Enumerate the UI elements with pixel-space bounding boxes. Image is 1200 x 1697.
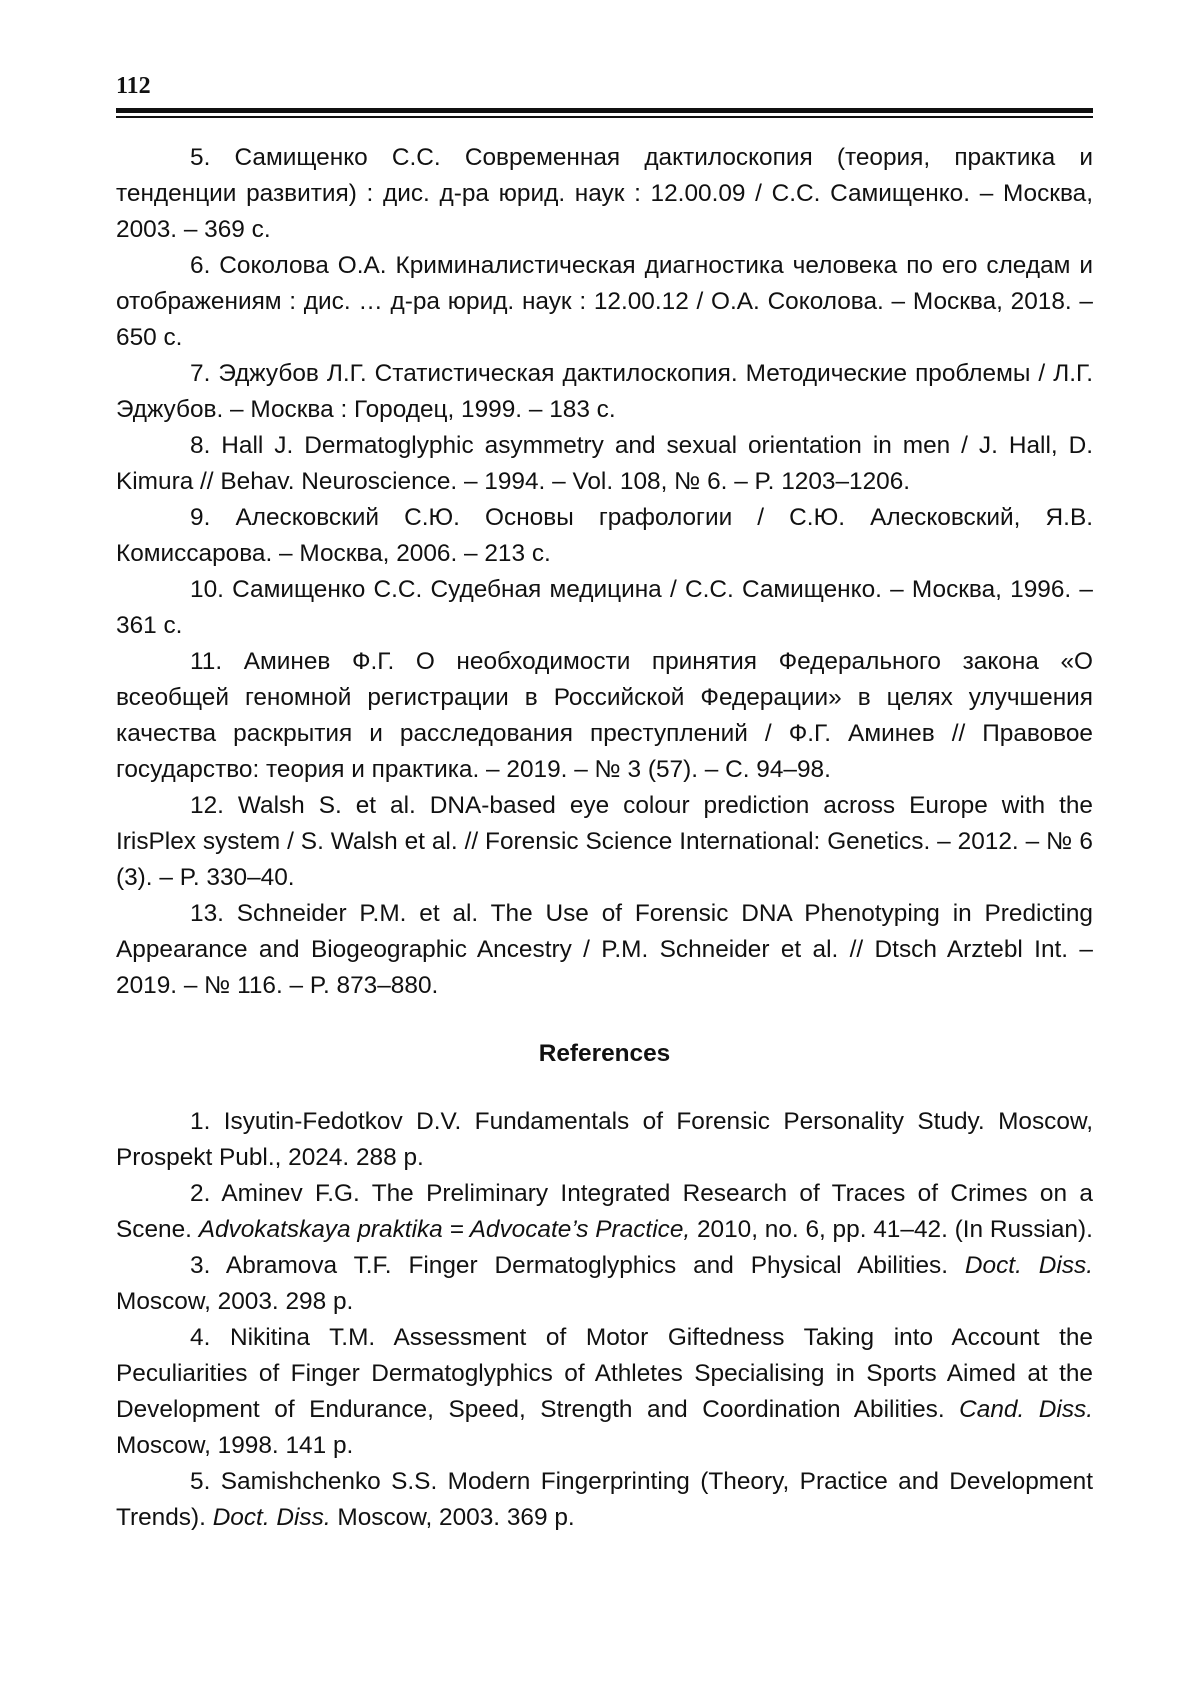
source-list	[116, 140, 1093, 1004]
reference-source-italic: Doct. Diss.	[964, 1252, 1093, 1279]
reference-text-end: Moscow, 2003. 298 p.	[116, 1288, 354, 1315]
source-item: 6. Соколова О.А. Криминалистическая диагностика человека по его следам и отображениям : дис. … д-ра юрид. наук : 12.00.12 / О.А. Соколова. – Москва, 2018. – 650 с.	[116, 252, 1093, 351]
source-item: 5. Самищенко С.С. Современная дактилоскопия (теория, практика и тенденции развития) : дис. д-ра юрид. наук : 12.00.09 / С.С. Самищенко. – Москва, 2003. – 369 с.	[116, 144, 1093, 243]
reference-item	[116, 1248, 1093, 1320]
reference-text: 2. Aminev F.G. The Preliminary Integrated Research of Traces of Crimes on a Scene.	[116, 1180, 1093, 1243]
source-item: 13. Schneider P.M. et al. The Use of Forensic DNA Phenotyping in Predicting Appearance and Biogeographic Ancestry / P.M. Schneider et al. // Dtsch Arztebl Int. – 2019. – № 116. – P. 873–880.	[116, 900, 1093, 999]
header-rule-thick	[116, 108, 1093, 113]
header-rule-thin	[116, 116, 1093, 118]
source-item: 8. Hall J. Dermatoglyphic asymmetry and sexual orientation in men / J. Hall, D. Kimura // Behav. Neuroscience. – 1994. – Vol. 108, № 6. – P. 1203–1206.	[116, 432, 1093, 495]
source-item: 7. Эджубов Л.Г. Статистическая дактилоскопия. Методические проблемы / Л.Г. Эджубов. – Москва : Городец, 1999. – 183 с.	[116, 360, 1093, 423]
references-heading: References	[538, 1040, 671, 1067]
reference-item	[116, 1104, 1093, 1176]
reference-source-italic: Advokatskaya praktika = Advocate’s Practice,	[198, 1216, 691, 1243]
reference-text: 4. Nikitina T.M. Assessment of Motor Giftedness Taking into Account the Peculiarities of Finger Dermatoglyphics of Athletes Specialising in Sports Aimed at the Development of Endurance, Speed, Strength and Coordination Abilities.	[116, 1324, 1093, 1423]
reference-item	[116, 1464, 1093, 1536]
source-item: 11. Аминев Ф.Г. О необходимости принятия Федерального закона «О всеобщей геномной регистрации в Российской Федерации» в целях улучшения качества раскрытия и расследования преступлений / Ф.Г. Аминев // Правовое государство: теория и практика. – 2019. – № 3 (57). – С. 94–98.	[116, 648, 1093, 783]
reference-text: 1. Isyutin-Fedotkov D.V. Fundamentals of Forensic Personality Study. Moscow, Prospekt Publ., 2024. 288 p.	[116, 1108, 1093, 1171]
page-number: 112	[116, 73, 151, 99]
reference-source-italic: Doct. Diss.	[212, 1504, 331, 1531]
reference-source-italic: Cand. Diss.	[959, 1396, 1093, 1423]
references-list	[116, 1104, 1093, 1536]
reference-text-end: Moscow, 2003. 369 p.	[330, 1504, 575, 1531]
source-item: 12. Walsh S. et al. DNA-based eye colour prediction across Europe with the IrisPlex system / S. Walsh et al. // Forensic Science International: Genetics. – 2012. – № 6 (3). – P. 330–40.	[116, 792, 1093, 891]
reference-text: 5. Samishchenko S.S. Modern Fingerprinting (Theory, Practice and Development Trends).	[116, 1468, 1093, 1531]
reference-text: 3. Abramova T.F. Finger Dermatoglyphics and Physical Abilities.	[190, 1252, 965, 1279]
source-item: 10. Самищенко С.С. Судебная медицина / С.С. Самищенко. – Москва, 1996. – 361 с.	[116, 576, 1093, 639]
reference-text-end: Moscow, 1998. 141 p.	[116, 1432, 354, 1459]
reference-item	[116, 1176, 1093, 1248]
reference-text-end: 2010, no. 6, pp. 41–42. (In Russian).	[690, 1216, 1093, 1243]
source-item: 9. Алесковский С.Ю. Основы графологии / С.Ю. Алесковский, Я.В. Комиссарова. – Москва, 2006. – 213 с.	[116, 504, 1093, 567]
reference-item	[116, 1320, 1093, 1464]
